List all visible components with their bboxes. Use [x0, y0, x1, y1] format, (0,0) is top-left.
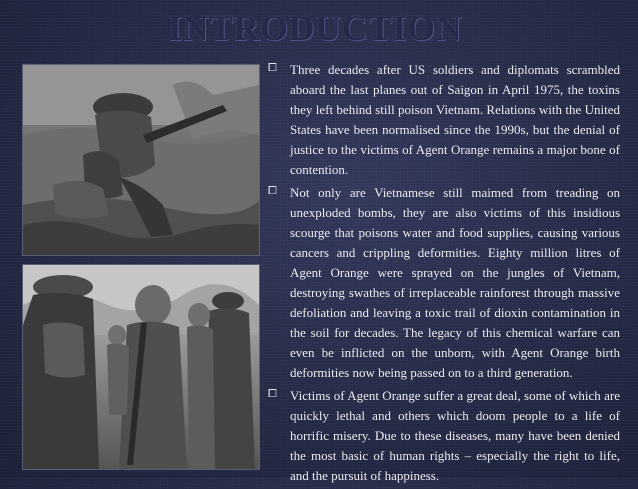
hollow-square-arrow-icon: ⧠	[268, 61, 277, 74]
villagers-and-soldiers-photo	[22, 264, 260, 470]
bullet-text: Victims of Agent Orange suffer a great deal, some of which are quickly lethal and others which doom people to a life of horrific misery. Due to these diseases, many have been denied the most basic of human rights – especially the right to life, and the pursuit of happiness.	[290, 388, 620, 483]
bullet-item-1	[268, 60, 620, 180]
hollow-square-arrow-icon: ⧠	[268, 387, 277, 400]
slide-title: INTRODUCTION	[168, 8, 463, 48]
bullet-list	[268, 60, 620, 486]
bullet-text: Not only are Vietnamese still maimed from treading on unexploded bombs, they are also victims of this insidious scourge that poisons water and food supplies, causing various cancers and crippling deformities. Eighty million litres of Agent Orange were sprayed on the jungles of Vietnam, destroying swathes of irreplaceable rainforest through massive defoliation and leaving a toxic trail of dioxin contamination in the soil for decades. The legacy of this chemical warfare can even be inflicted on the unborn, with Agent Orange birth deformities now being passed on to a third generation.	[290, 185, 620, 380]
bullet-item-3	[268, 386, 620, 486]
soldier-in-water-photo	[22, 64, 260, 256]
hollow-square-arrow-icon: ⧠	[268, 184, 277, 197]
bullet-text: Three decades after US soldiers and diplomats scrambled aboard the last planes out of Saigon in April 1975, the toxins they left behind still poison Vietnam. Relations with the United States have been normalised since the 1990s, but the denial of justice to the victims of Agent Orange remains a major bone of contention.	[290, 62, 620, 177]
bullet-content	[268, 60, 620, 489]
bullet-item-2	[268, 183, 620, 383]
